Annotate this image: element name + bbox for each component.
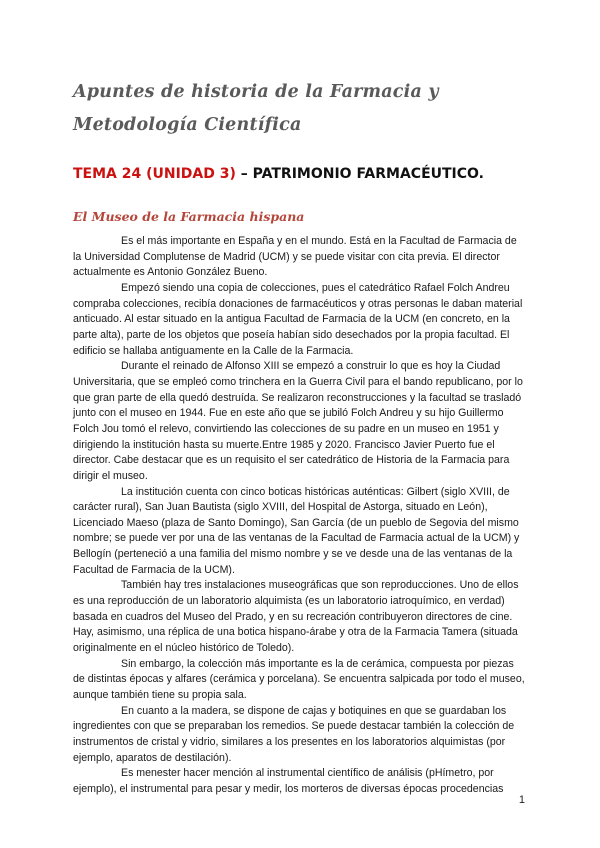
topic-heading — [73, 162, 543, 186]
paragraph: Es menester hacer mención al instrumental científico de análisis (pHímetro, por ejemplo), el instrumental para pesar y medir, los morteros de diversas épocas procedencias — [73, 767, 504, 795]
page-number: 1 — [518, 794, 525, 806]
topic-title: PATRIMONIO FARMACÉUTICO. — [252, 166, 484, 182]
paragraph: La institución cuenta con cinco boticas históricas auténticas: Gilbert (siglo XVIII, de carácter rural), San Juan Bautista (siglo XVIII, del Hospital de Astorga, situado en León), Licenciado Maeso (plaza de Santo Domingo), San García (de un pueblo de Segovia del mismo nombre; se puede ver por una de las ventanas de la Facultad de Farmacia actual de la UCM) y Bellogín (perteneció a una familia del mismo nombre y se ve desde una de las ventanas de la Facultad de Farmacia de la UCM). — [73, 485, 520, 576]
paragraph: Es el más importante en España y en el mundo. Está en la Facultad de Farmacia de la Universidad Complutense de Madrid (UCM) y se puede visitar con cita previa. El director actualmente es Antonio González Bueno. — [73, 235, 517, 279]
paragraph: Sin embargo, la colección más importante es la de cerámica, compuesta por piezas de distintas épocas y alfares (cerámica y porcelana). Se encuentra salpicada por todo el museo, aunque también tiene su propia sala. — [73, 657, 525, 702]
document-header — [73, 76, 543, 142]
paragraph: También hay tres instalaciones museográficas que son reproducciones. Uno de ellos es una reproducción de un laboratorio alquimista (es un laboratorio iatroquímico, en verdad) basada en cuadros del Museo del Prado, y en su recreación contribuyeron directores de cine. Hay, asimismo, una réplica de una botica hispano-árabe y otra de la Farmacia Tamera (situada originalmente en el núcleo histórico de Toledo). — [73, 579, 519, 655]
paragraph: Durante el reinado de Alfonso XIII se empezó a construir lo que es hoy la Ciudad Universitaria, que se empleó como trinchera en la Guerra Civil para el bando republicano, por lo que gran parte de ella quedó destruída. Se realizaron reconstrucciones y la facultad se trasladó junto con el museo en 1944. Fue en este año que se jubiló Folch Andreu y su hijo Guillermo Folch Jou tomó el relevo, convirtiendo las colecciones de su padre en un museo en 1951 y dirigiendo la institución hasta su muerte.Entre 1985 y 2020. Francisco Javier Puerto fue el director. Cabe destacar que es un requisito el ser catedrático de Historia de la Farmacia para dirigir el museo. — [73, 360, 523, 482]
body-text — [73, 234, 526, 798]
header-line-2: Metodología Científica — [73, 115, 302, 135]
topic-number: TEMA 24 (UNIDAD 3) — [73, 166, 236, 182]
header-line-1: Apuntes de historia de la Farmacia y — [73, 82, 439, 102]
section-title: El Museo de la Farmacia hispana — [73, 209, 305, 224]
paragraph: Empezó siendo una copia de colecciones, pues el catedrático Rafael Folch Andreu compraba colecciones, recibía donaciones de farmacéuticos y otras personas le daban material anticuado. Al estar situado en la antigua Facultad de Farmacia de la UCM (en concreto, en la parte alta), parte de los objetos que poseía habían sido desechados por la propia facultad. El edificio se hallaba antiguamente en la Calle de la Farmacia. — [73, 281, 523, 357]
paragraph: En cuanto a la madera, se dispone de cajas y botiquines en que se guardaban los ingredientes con que se preparaban los remedios. Se puede destacar también la colección de instrumentos de cristal y vidrio, similares a los presentes en los laboratorios alquimistas (por ejemplo, aparatos de destilación). — [73, 704, 515, 764]
topic-separator: – — [235, 166, 253, 182]
